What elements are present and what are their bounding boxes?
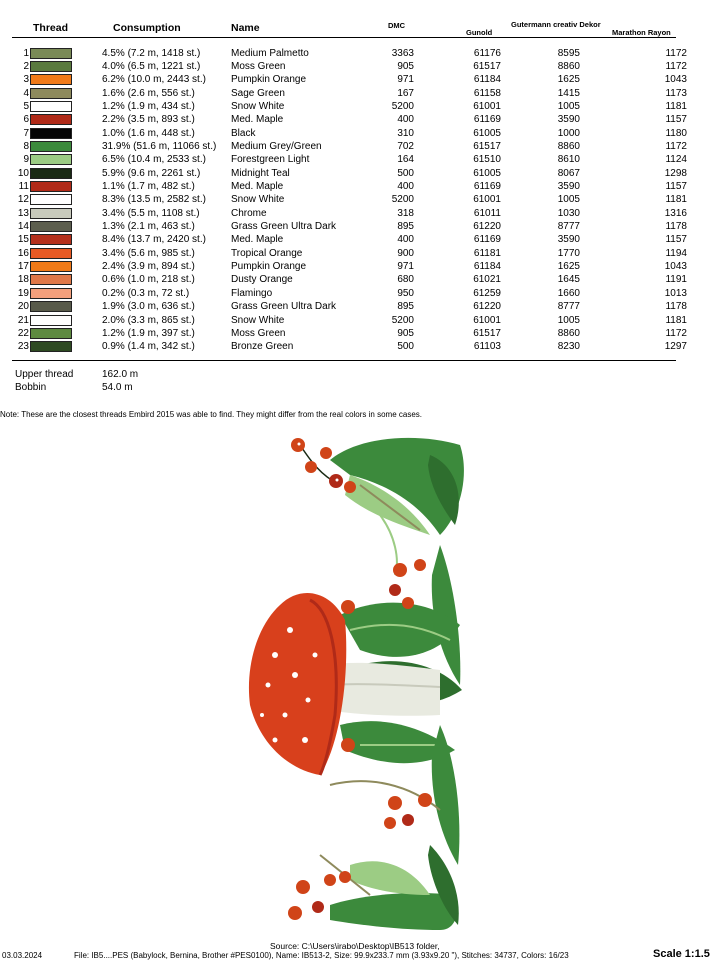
row-dmc: 167 <box>397 87 414 99</box>
row-dmc: 702 <box>397 140 414 152</box>
row-consumption: 2.2% (3.5 m, 893 st.) <box>102 114 195 126</box>
row-gunold: 61169 <box>473 181 501 192</box>
row-dmc: 400 <box>397 234 414 246</box>
table-row <box>0 60 720 73</box>
row-gunold: 61220 <box>473 301 501 313</box>
row-gunold: 61001 <box>473 314 501 326</box>
table-row <box>0 314 720 327</box>
row-consumption: 2.0% (3.3 m, 865 st.) <box>102 314 195 326</box>
row-name: Med. Maple <box>231 234 284 246</box>
color-swatch <box>30 168 72 179</box>
header-gunold: Gunold <box>466 28 493 37</box>
row-consumption: 6.5% (10.4 m, 2533 st.) <box>102 154 206 166</box>
table-row <box>0 153 720 166</box>
header-rule <box>12 37 676 38</box>
row-marathon: 1178 <box>665 301 687 313</box>
row-gunold: 61517 <box>473 327 501 339</box>
row-number: 12 <box>17 194 29 206</box>
note-text: Note: These are the closest threads Embird 2015 was able to find. They might differ from the real colors in some cases. <box>0 410 422 419</box>
row-gutermann: 1005 <box>557 314 580 326</box>
row-gutermann: 8610 <box>557 154 580 166</box>
row-dmc: 971 <box>397 261 414 273</box>
row-marathon: 1013 <box>664 287 687 299</box>
color-swatch <box>30 274 72 285</box>
row-number: 5 <box>23 100 29 112</box>
row-gutermann: 1000 <box>557 127 580 139</box>
row-name: Sage Green <box>231 87 285 99</box>
upper-thread-label: Upper thread <box>15 369 74 380</box>
row-marathon: 1172 <box>665 327 687 339</box>
color-swatch <box>30 234 72 245</box>
source-path: Source: C:\Users\irabo\Desktop\IB513 folder, <box>270 941 440 951</box>
row-marathon: 1181 <box>665 194 687 206</box>
row-marathon: 1124 <box>665 154 687 166</box>
row-gunold: 61005 <box>473 127 501 139</box>
row-number: 2 <box>23 60 29 72</box>
row-name: Snow White <box>231 314 285 326</box>
row-consumption: 4.5% (7.2 m, 1418 st.) <box>102 47 201 59</box>
color-swatch <box>30 128 72 139</box>
row-dmc: 905 <box>397 60 414 72</box>
row-gunold: 61103 <box>473 341 501 353</box>
header-marathon: Marathon Rayon <box>612 28 671 37</box>
row-consumption: 0.6% (1.0 m, 218 st.) <box>102 274 195 286</box>
row-dmc: 500 <box>397 167 414 179</box>
table-row <box>0 100 720 113</box>
row-number: 10 <box>17 167 29 179</box>
row-name: Moss Green <box>231 60 286 72</box>
color-swatch <box>30 328 72 339</box>
row-dmc: 400 <box>397 181 414 192</box>
row-consumption: 1.2% (1.9 m, 397 st.) <box>102 327 195 339</box>
row-number: 20 <box>17 301 29 313</box>
scale-label: Scale 1:1.5 <box>653 948 710 960</box>
row-gutermann: 1005 <box>557 194 580 206</box>
row-marathon: 1181 <box>665 314 687 326</box>
row-number: 17 <box>17 261 29 273</box>
table-row <box>0 287 720 300</box>
row-gunold: 61169 <box>473 234 501 246</box>
row-consumption: 31.9% (51.6 m, 11066 st.) <box>102 140 217 152</box>
row-dmc: 895 <box>397 221 414 233</box>
color-swatch <box>30 61 72 72</box>
row-gutermann: 3590 <box>557 114 580 126</box>
row-name: Grass Green Ultra Dark <box>231 221 337 233</box>
table-row <box>0 87 720 100</box>
row-gunold: 61021 <box>473 274 501 286</box>
row-number: 4 <box>23 87 29 99</box>
color-swatch <box>30 114 72 125</box>
table-row <box>0 327 720 340</box>
row-marathon: 1172 <box>665 60 687 72</box>
row-marathon: 1043 <box>664 74 687 86</box>
table-row <box>0 247 720 260</box>
color-swatch <box>30 181 72 192</box>
row-gutermann: 8777 <box>557 221 580 233</box>
row-marathon: 1297 <box>664 341 687 353</box>
row-gunold: 61184 <box>473 74 501 86</box>
row-gutermann: 1415 <box>557 87 580 99</box>
row-consumption: 1.1% (1.7 m, 482 st.) <box>102 181 195 192</box>
header-consumption: Consumption <box>113 22 181 34</box>
row-name: Snow White <box>231 194 285 206</box>
color-swatch <box>30 221 72 232</box>
table-row <box>0 273 720 286</box>
table-row <box>0 127 720 140</box>
color-swatch <box>30 48 72 59</box>
row-gunold: 61510 <box>473 154 501 166</box>
row-number: 9 <box>23 154 29 166</box>
row-dmc: 400 <box>397 114 414 126</box>
row-consumption: 4.0% (6.5 m, 1221 st.) <box>102 60 201 72</box>
row-consumption: 8.3% (13.5 m, 2582 st.) <box>102 194 206 206</box>
table-row <box>0 207 720 220</box>
row-name: Chrome <box>231 207 267 219</box>
bottom-foliage <box>288 845 459 930</box>
row-marathon: 1178 <box>665 221 687 233</box>
row-consumption: 1.9% (3.0 m, 636 st.) <box>102 301 195 313</box>
top-foliage <box>330 438 464 575</box>
row-gutermann: 8595 <box>557 47 580 59</box>
row-name: Medium Palmetto <box>231 47 309 59</box>
table-row <box>0 167 720 180</box>
table-row <box>0 73 720 86</box>
table-row <box>0 193 720 206</box>
row-name: Med. Maple <box>231 114 284 126</box>
row-gutermann: 1625 <box>557 74 580 86</box>
row-marathon: 1172 <box>665 47 687 59</box>
color-swatch <box>30 341 72 352</box>
row-gutermann: 1645 <box>557 274 580 286</box>
row-gunold: 61176 <box>473 47 501 59</box>
row-number: 3 <box>23 74 29 86</box>
row-gutermann: 1005 <box>557 100 580 112</box>
row-gutermann: 1770 <box>557 247 580 259</box>
row-name: Flamingo <box>231 287 273 299</box>
row-number: 23 <box>17 341 29 353</box>
row-gunold: 61184 <box>473 261 501 273</box>
upper-thread-value: 162.0 m <box>102 369 139 380</box>
row-number: 8 <box>23 140 29 152</box>
row-name: Black <box>231 127 256 139</box>
row-consumption: 8.4% (13.7 m, 2420 st.) <box>102 234 206 246</box>
table-row <box>0 180 720 193</box>
table-row <box>0 300 720 313</box>
row-dmc: 680 <box>397 274 414 286</box>
color-swatch <box>30 315 72 326</box>
row-gunold: 61517 <box>473 140 501 152</box>
row-dmc: 5200 <box>391 100 414 112</box>
row-marathon: 1157 <box>665 114 687 126</box>
row-name: Moss Green <box>231 327 286 339</box>
row-consumption: 1.2% (1.9 m, 434 st.) <box>102 100 195 112</box>
row-name: Midnight Teal <box>231 167 290 179</box>
row-consumption: 1.0% (1.6 m, 448 st.) <box>102 127 195 139</box>
row-gutermann: 1660 <box>557 287 580 299</box>
color-swatch <box>30 74 72 85</box>
header-thread: Thread <box>33 22 69 34</box>
row-dmc: 5200 <box>391 314 414 326</box>
row-gutermann: 3590 <box>557 234 580 246</box>
row-gunold: 61011 <box>473 207 501 219</box>
row-name: Pumpkin Orange <box>231 261 307 273</box>
row-dmc: 950 <box>397 287 414 299</box>
row-gutermann: 8860 <box>557 140 580 152</box>
mushroom-cap <box>249 593 346 775</box>
row-marathon: 1316 <box>664 207 687 219</box>
row-marathon: 1180 <box>665 127 687 139</box>
row-marathon: 1043 <box>664 261 687 273</box>
header-gutermann: Gutermann creativ Dekor <box>511 20 601 29</box>
row-dmc: 318 <box>397 207 414 219</box>
row-gunold: 61220 <box>473 221 501 233</box>
row-number: 11 <box>18 181 29 192</box>
row-gunold: 61001 <box>473 100 501 112</box>
table-row <box>0 140 720 153</box>
row-number: 22 <box>17 327 29 339</box>
row-marathon: 1157 <box>665 181 687 192</box>
color-swatch <box>30 154 72 165</box>
row-number: 7 <box>23 127 29 139</box>
row-gutermann: 1030 <box>557 207 580 219</box>
row-consumption: 0.9% (1.4 m, 342 st.) <box>102 341 195 353</box>
row-consumption: 5.9% (9.6 m, 2261 st.) <box>102 167 201 179</box>
table-bottom-rule <box>12 360 676 361</box>
row-consumption: 1.6% (2.6 m, 556 st.) <box>102 87 195 99</box>
row-gunold: 61005 <box>473 167 501 179</box>
row-gutermann: 1625 <box>557 261 580 273</box>
row-gutermann: 8860 <box>557 60 580 72</box>
color-swatch <box>30 194 72 205</box>
row-dmc: 3363 <box>391 47 414 59</box>
table-row <box>0 113 720 126</box>
row-number: 6 <box>23 114 29 126</box>
row-gunold: 61517 <box>473 60 501 72</box>
row-marathon: 1191 <box>665 274 687 286</box>
color-swatch <box>30 208 72 219</box>
bobbin-value: 54.0 m <box>102 382 133 393</box>
row-number: 19 <box>17 287 29 299</box>
row-dmc: 900 <box>397 247 414 259</box>
row-name: Bronze Green <box>231 341 294 353</box>
row-number: 16 <box>17 247 29 259</box>
table-row <box>0 260 720 273</box>
row-gunold: 61001 <box>473 194 501 206</box>
row-marathon: 1298 <box>664 167 687 179</box>
row-name: Medium Grey/Green <box>231 140 322 152</box>
row-name: Forestgreen Light <box>231 154 310 166</box>
row-gutermann: 8230 <box>557 341 580 353</box>
row-name: Pumpkin Orange <box>231 74 307 86</box>
header-dmc: DMC <box>388 21 406 30</box>
color-swatch <box>30 248 72 259</box>
row-dmc: 5200 <box>391 194 414 206</box>
row-dmc: 905 <box>397 327 414 339</box>
row-marathon: 1157 <box>665 234 687 246</box>
row-number: 18 <box>17 274 29 286</box>
row-consumption: 1.3% (2.1 m, 463 st.) <box>102 221 195 233</box>
row-marathon: 1181 <box>665 100 687 112</box>
row-number: 13 <box>17 207 29 219</box>
row-consumption: 6.2% (10.0 m, 2443 st.) <box>102 74 206 86</box>
row-dmc: 895 <box>397 301 414 313</box>
row-marathon: 1172 <box>665 140 687 152</box>
row-gunold: 61158 <box>473 87 501 99</box>
row-name: Grass Green Ultra Dark <box>231 301 337 313</box>
row-consumption: 2.4% (3.9 m, 894 st.) <box>102 261 195 273</box>
table-row <box>0 340 720 353</box>
row-dmc: 164 <box>397 154 414 166</box>
row-name: Snow White <box>231 100 285 112</box>
row-gutermann: 8777 <box>557 301 580 313</box>
table-row <box>0 47 720 60</box>
row-number: 1 <box>23 47 29 59</box>
row-gutermann: 8067 <box>557 167 580 179</box>
row-dmc: 971 <box>397 74 414 86</box>
row-gunold: 61169 <box>473 114 501 126</box>
row-marathon: 1173 <box>665 87 687 99</box>
row-dmc: 500 <box>397 341 414 353</box>
row-consumption: 3.4% (5.6 m, 985 st.) <box>102 247 195 259</box>
table-row <box>0 233 720 246</box>
row-number: 21 <box>17 314 29 326</box>
color-swatch <box>30 141 72 152</box>
print-date: 03.03.2024 <box>2 951 43 960</box>
row-name: Med. Maple <box>231 181 284 192</box>
row-number: 15 <box>17 234 29 246</box>
color-swatch <box>30 288 72 299</box>
embroidery-design <box>0 425 720 935</box>
row-gutermann: 8860 <box>557 327 580 339</box>
row-name: Dusty Orange <box>231 274 293 286</box>
row-dmc: 310 <box>397 127 414 139</box>
color-swatch <box>30 301 72 312</box>
color-swatch <box>30 101 72 112</box>
bobbin-label: Bobbin <box>15 382 47 393</box>
row-gunold: 61181 <box>473 247 501 259</box>
color-swatch <box>30 88 72 99</box>
color-swatch <box>30 261 72 272</box>
header-name: Name <box>231 22 260 34</box>
row-number: 14 <box>17 221 29 233</box>
row-name: Tropical Orange <box>231 247 303 259</box>
row-consumption: 0.2% (0.3 m, 72 st.) <box>102 287 190 299</box>
row-marathon: 1194 <box>665 247 687 259</box>
row-consumption: 3.4% (5.5 m, 1108 st.) <box>102 207 200 219</box>
row-gutermann: 3590 <box>557 181 580 192</box>
row-gunold: 61259 <box>473 287 501 299</box>
file-info: File: IB5....PES (Babylock, Bernina, Brother #PES0100), Name: IB513-2, Size: 99.9x233.7 mm (3.93x9.20 "), Stitches: 34737, Colors: 16/23 <box>74 951 569 960</box>
table-row <box>0 220 720 233</box>
